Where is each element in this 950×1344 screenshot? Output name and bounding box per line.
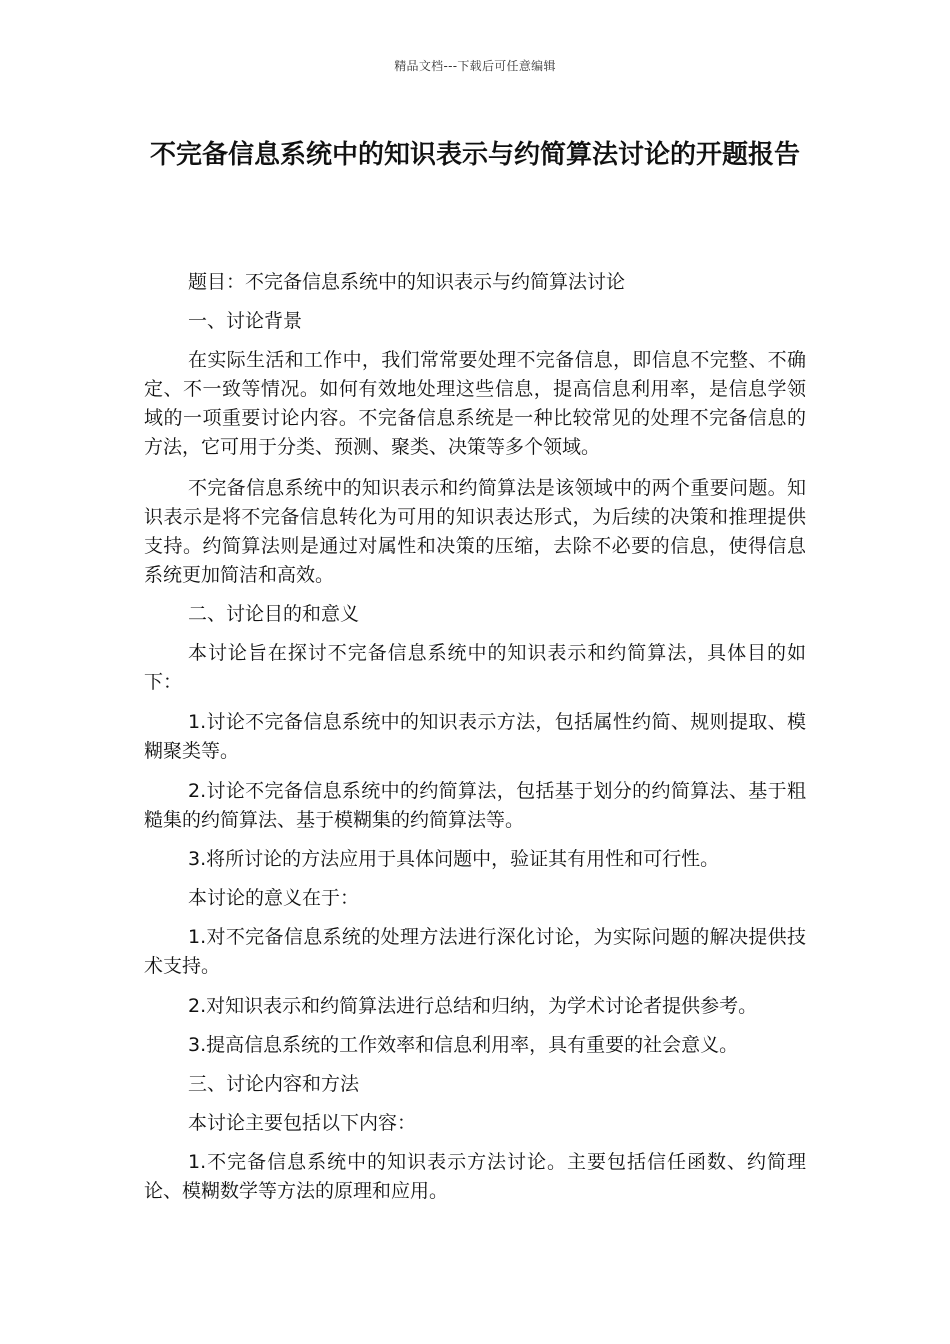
header-note: 精品文档---下载后可任意编辑 bbox=[394, 59, 556, 73]
significance-intro: 本讨论的意义在于： bbox=[188, 887, 360, 909]
significance-item-1: 1.对不完备信息系统的处理方法进行深化讨论，为实际问题的解决提供技术支持。 bbox=[144, 926, 806, 977]
topic-line: 题目：不完备信息系统中的知识表示与约简算法讨论 bbox=[188, 271, 626, 293]
content-intro: 本讨论主要包括以下内容： bbox=[188, 1112, 417, 1134]
paragraph-background-1: 在实际生活和工作中，我们常常要处理不完备信息，即信息不完整、不确定、不一致等情况。如何有效地处理这些信息，提高信息利用率，是信息学领域的一项重要讨论内容。不完备信息系统是一种比较常见的处理不完备信息的方法，它可用于分类、预测、聚类、决策等多个领域。 bbox=[144, 349, 806, 458]
section-heading-content: 三、讨论内容和方法 bbox=[188, 1073, 360, 1095]
section-heading-purpose: 二、讨论目的和意义 bbox=[188, 603, 360, 625]
purpose-item-1: 1.讨论不完备信息系统中的知识表示方法，包括属性约简、规则提取、模糊聚类等。 bbox=[144, 711, 806, 762]
section-heading-background: 一、讨论背景 bbox=[188, 310, 303, 332]
purpose-item-2: 2.讨论不完备信息系统中的约简算法，包括基于划分的约简算法、基于粗糙集的约简算法、基于模糊集的约简算法等。 bbox=[144, 780, 806, 831]
content-item-1: 1.不完备信息系统中的知识表示方法讨论。主要包括信任函数、约简理论、模糊数学等方法的原理和应用。 bbox=[144, 1151, 806, 1202]
document-body bbox=[144, 268, 806, 1206]
purpose-item-3: 3.将所讨论的方法应用于具体问题中，验证其有用性和可行性。 bbox=[188, 848, 720, 870]
significance-item-2: 2.对知识表示和约简算法进行总结和归纳，为学术讨论者提供参考。 bbox=[188, 995, 758, 1017]
paragraph-purpose-intro: 本讨论旨在探讨不完备信息系统中的知识表示和约简算法，具体目的如下： bbox=[144, 642, 806, 693]
document-title: 不完备信息系统中的知识表示与约简算法讨论的开题报告 bbox=[149, 140, 800, 170]
significance-item-3: 3.提高信息系统的工作效率和信息利用率，具有重要的社会意义。 bbox=[188, 1034, 739, 1056]
paragraph-background-2: 不完备信息系统中的知识表示和约简算法是该领域中的两个重要问题。知识表示是将不完备信息转化为可用的知识表达形式，为后续的决策和推理提供支持。约简算法则是通过对属性和决策的压缩，去除不必要的信息，使得信息系统更加简洁和高效。 bbox=[144, 477, 806, 586]
